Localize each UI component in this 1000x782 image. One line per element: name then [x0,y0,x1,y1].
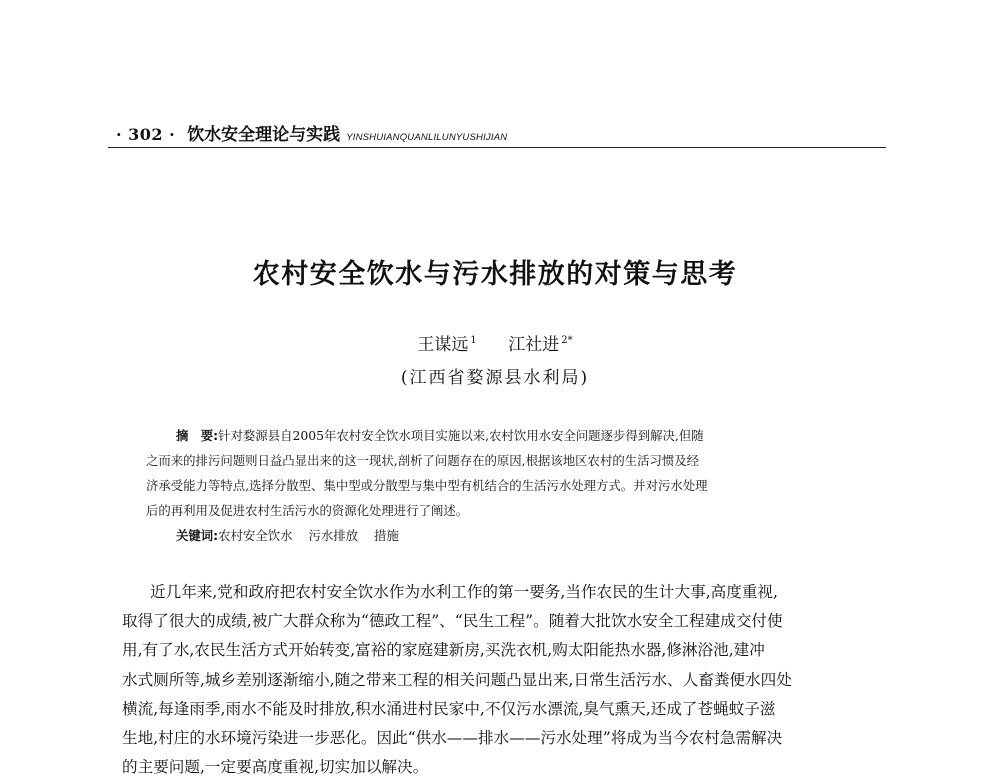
author-list [0,330,990,355]
author-affiliation-mark: 2* [561,335,573,346]
author [417,330,476,355]
page-number: · 302 · [116,125,176,144]
paper-title: 农村安全饮水与污水排放的对策与思考 [252,259,738,290]
journal-pinyin: YINSHUIANQUANLILUNYUSHIJIAN [346,132,508,143]
body-line: 近几年来,党和政府把农村安全饮水作为水利工作的第一要务,当作农民的生计大事,高度重视, [150,583,778,601]
body-paragraph [122,578,890,782]
keywords-label: 关键词: [176,528,219,543]
body-line: 水式厕所等,城乡差别逐渐缩小,随之带来工程的相关问题凸显出来,日常生活污水、人畜粪便水四处 [122,670,792,689]
author [508,330,572,355]
abstract-line [146,423,866,448]
author-name: 江社进 [508,335,560,355]
journal-title: 饮水安全理论与实践 [187,125,341,145]
abstract-line: 济承受能力等特点,选择分散型、集中型或分散型与集中型有机结合的生活污水处理方式。并对污水处理 [146,478,708,493]
abstract [146,423,866,548]
abstract-line: 之而来的排污问题则日益凸显出来的这一现状,剖析了问题存在的原因,根据该地区农村的生活习惯及经 [146,453,700,468]
header-rule [108,147,886,148]
keyword: 农村安全饮水 [218,528,293,543]
body-line: 取得了很大的成绩,被广大群众称为“德政工程”、“民生工程”。随着大批饮水安全工程建成交付使 [122,612,783,631]
keyword: 污水排放 [308,528,359,543]
body-line: 用,有了水,农民生活方式开始转变,富裕的家庭建新房,买洗衣机,购太阳能热水器,修淋浴池,建冲 [122,641,765,660]
running-header [116,120,886,144]
keywords [146,523,866,548]
abstract-text: 针对婺源县自2005年农村安全饮水项目实施以来,农村饮用水安全问题逐步得到解决,但随 [218,428,704,443]
body-line: 横流,每逢雨季,雨水不能及时排放,积水涌进村民家中,不仅污水漂流,臭气熏天,还成了苍蝇蚊子滋 [122,699,776,718]
body-line: 生地,村庄的水环境污染进一步恶化。因此“供水——排水——污水处理”将成为当今农村急需解决 [122,729,783,748]
abstract-label: 摘 要: [176,428,219,443]
abstract-line: 后的再利用及促进农村生活污水的资源化处理进行了阐述。 [146,503,469,518]
affiliation: (江西省婺源县水利局) [400,368,590,388]
keyword: 措施 [374,528,399,543]
author-name: 王谋远 [417,335,469,355]
body-line: 的主要问题,一定要高度重视,切实加以解决。 [122,758,429,777]
author-affiliation-mark: 1 [470,335,477,346]
